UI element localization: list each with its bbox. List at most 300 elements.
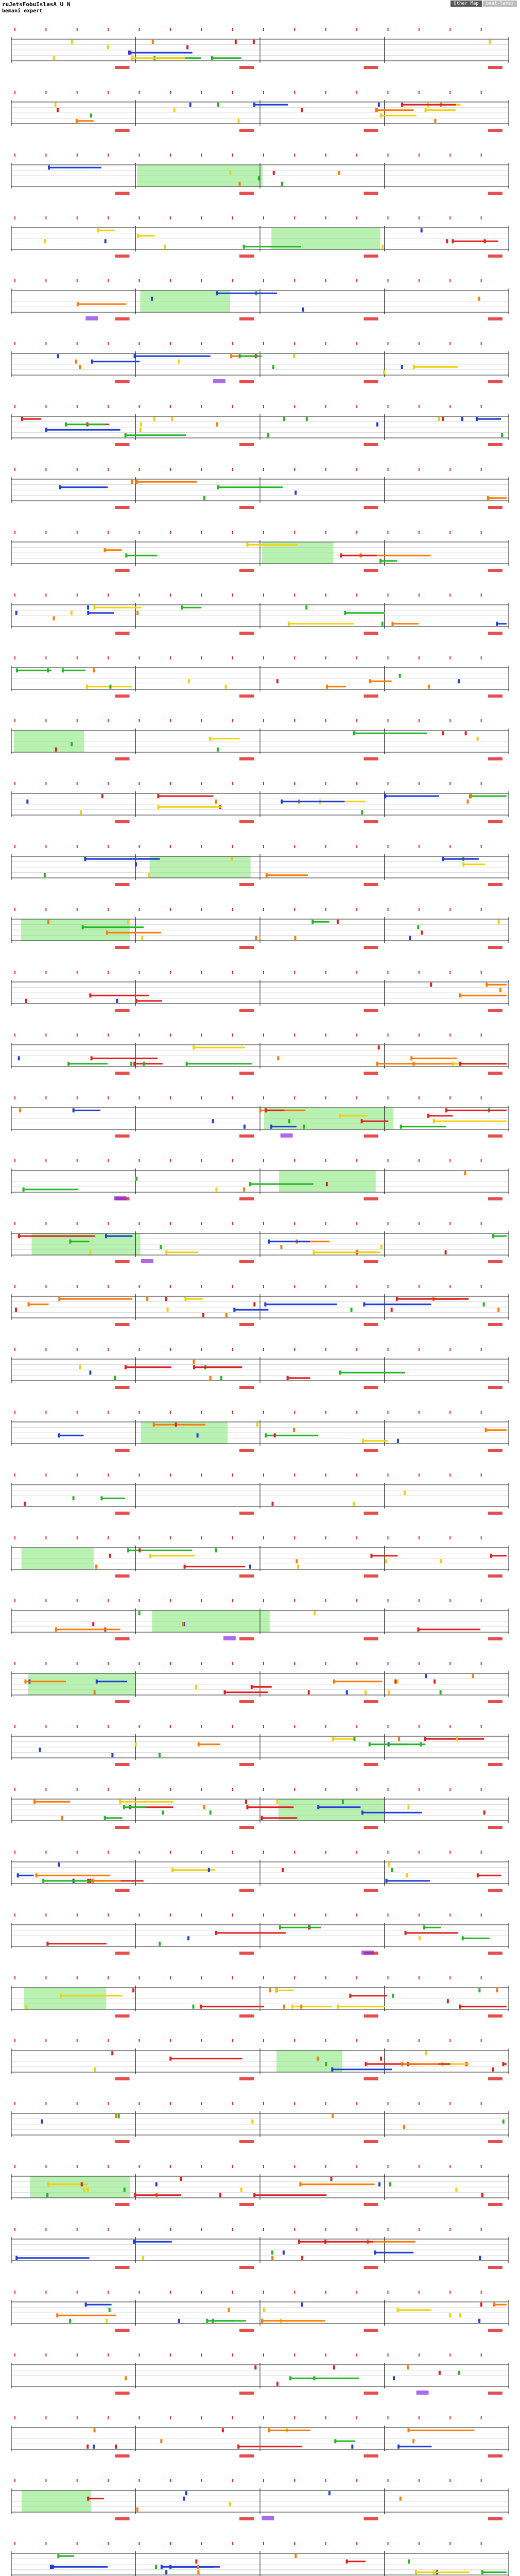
note <box>313 1250 315 1255</box>
beat-marker <box>232 28 233 31</box>
beat-marker <box>294 594 295 597</box>
beat-marker <box>481 1725 482 1728</box>
beat-marker <box>263 656 264 659</box>
note <box>434 1680 436 1684</box>
measure-number <box>364 694 378 698</box>
note <box>294 936 296 940</box>
note <box>151 297 153 301</box>
hold-note <box>247 544 298 546</box>
beat-marker <box>263 2165 264 2168</box>
note <box>421 930 423 935</box>
beat-marker <box>45 1411 46 1414</box>
beat-marker <box>201 1913 202 1917</box>
measure-number <box>488 255 502 258</box>
note <box>273 171 275 175</box>
beat-marker <box>170 1536 171 1539</box>
note <box>104 1816 106 1820</box>
hold-note <box>486 1429 507 1431</box>
beat-marker <box>325 2228 326 2231</box>
beat-marker <box>170 28 171 31</box>
note <box>15 2256 18 2260</box>
measure-number <box>488 1323 502 1326</box>
note <box>210 1810 212 1815</box>
bpm-marker <box>85 316 98 320</box>
beat-marker <box>388 971 389 974</box>
beat-marker <box>14 2353 15 2357</box>
beat-marker <box>388 405 389 408</box>
beat-marker <box>170 2102 171 2105</box>
beat-marker <box>108 1913 109 1917</box>
beat-marker <box>14 91 15 94</box>
beat-marker <box>419 1285 420 1288</box>
beat-marker <box>232 656 233 659</box>
beat-marker <box>263 154 264 157</box>
note <box>253 1302 255 1307</box>
beat-marker <box>481 2039 482 2042</box>
note <box>119 1800 121 1804</box>
note <box>174 108 176 112</box>
beat-marker <box>201 1536 202 1539</box>
note <box>268 1240 270 1244</box>
beat-marker <box>481 1788 482 1791</box>
beat-marker <box>77 1976 78 1979</box>
measure-number <box>115 1386 130 1389</box>
bpm-marker <box>213 379 226 383</box>
note <box>481 2570 483 2574</box>
measure-number <box>239 443 254 446</box>
note <box>342 1800 344 1804</box>
beat-marker <box>294 2353 295 2357</box>
measure-number <box>115 632 130 635</box>
note <box>400 1125 402 1129</box>
note <box>497 1308 499 1312</box>
note <box>148 873 150 877</box>
note <box>251 1685 253 1689</box>
measure-number <box>239 1763 254 1766</box>
note <box>259 1108 262 1112</box>
note <box>442 417 444 421</box>
hold-note <box>463 1938 490 1939</box>
note <box>399 674 401 678</box>
measure-number <box>488 2140 502 2143</box>
beat-marker <box>201 154 202 157</box>
beat-marker <box>325 1851 326 1854</box>
hold-note <box>397 2309 430 2311</box>
note <box>125 433 127 437</box>
note <box>268 2428 270 2432</box>
note <box>237 2445 239 2449</box>
note <box>445 1250 447 1255</box>
measure-number <box>488 2454 502 2458</box>
measure-number <box>488 1260 502 1263</box>
beat-marker <box>45 1851 46 1854</box>
measure-number <box>364 1763 378 1766</box>
beat-marker <box>170 1285 171 1288</box>
measure-number <box>239 1574 254 1578</box>
beat-marker <box>263 1096 264 1099</box>
beat-marker <box>139 782 140 785</box>
note <box>254 2365 256 2369</box>
measure-number <box>239 1826 254 1829</box>
note <box>203 1805 205 1809</box>
measure-number <box>364 1512 378 1515</box>
note <box>193 2005 195 2009</box>
hold-note <box>128 1550 192 1551</box>
note <box>94 1690 96 1694</box>
beat-marker <box>325 342 326 345</box>
beat-marker <box>45 405 46 408</box>
beat-marker <box>108 1788 109 1791</box>
note <box>499 988 501 992</box>
beat-marker <box>294 342 295 345</box>
beat-marker <box>419 1976 420 1979</box>
note <box>277 1056 279 1060</box>
note <box>461 417 463 421</box>
beat-marker <box>388 1285 389 1288</box>
beat-marker <box>419 1159 420 1162</box>
beat-marker <box>14 2479 15 2482</box>
measure-number <box>364 1637 378 1640</box>
measure-number <box>115 1072 130 1075</box>
note <box>428 685 430 689</box>
note <box>111 1753 113 1757</box>
beat-marker <box>139 2416 140 2419</box>
note <box>222 2428 224 2432</box>
beat-marker <box>325 2542 326 2545</box>
beat-marker <box>170 1096 171 1099</box>
beat-marker <box>294 1788 295 1791</box>
beat-marker <box>449 1285 450 1288</box>
measure-number <box>364 883 378 886</box>
beat-marker <box>108 279 109 282</box>
note <box>135 1742 137 1747</box>
note <box>193 1365 195 1369</box>
beat-marker <box>170 908 171 911</box>
note <box>146 1297 148 1301</box>
beat-marker <box>449 782 450 785</box>
note <box>109 1554 111 1558</box>
note <box>502 2062 505 2066</box>
beat-marker <box>449 2165 450 2168</box>
beat-marker <box>45 656 46 659</box>
beat-marker <box>325 1285 326 1288</box>
beat-marker <box>139 908 140 911</box>
header-badges <box>450 1 517 7</box>
beat-marker <box>45 1285 46 1288</box>
beat-marker <box>294 1348 295 1351</box>
hold-note <box>57 2315 116 2316</box>
beat-marker <box>356 1159 357 1162</box>
beat-marker <box>201 1599 202 1602</box>
note <box>136 611 138 615</box>
note <box>180 2177 182 2181</box>
note <box>77 302 79 306</box>
beat-marker <box>481 782 482 785</box>
beat-marker <box>14 594 15 597</box>
hold-note <box>252 1686 272 1688</box>
hold-note <box>416 2571 470 2573</box>
beat-marker <box>419 91 420 94</box>
note <box>496 1988 498 1992</box>
note <box>239 354 241 358</box>
beat-marker <box>294 719 295 722</box>
note <box>39 1748 41 1752</box>
note <box>181 605 183 609</box>
beat-marker <box>108 656 109 659</box>
beat-marker <box>232 971 233 974</box>
beat-marker <box>232 1599 233 1602</box>
note <box>111 2051 113 2055</box>
beat-marker <box>139 1976 140 1979</box>
beat-marker <box>139 1159 140 1162</box>
note <box>417 1628 419 1632</box>
beat-marker <box>14 28 15 31</box>
note <box>271 2250 273 2255</box>
note <box>89 1370 91 1375</box>
hold-note <box>292 2006 332 2007</box>
measure-number <box>239 506 254 509</box>
note <box>296 1559 298 1563</box>
beat-marker <box>388 216 389 219</box>
beat-marker <box>232 908 233 911</box>
beat-marker <box>139 91 140 94</box>
beat-marker <box>419 279 420 282</box>
note <box>378 1045 380 1049</box>
measure-number <box>364 192 378 195</box>
beat-marker <box>325 845 326 848</box>
note <box>73 1496 75 1500</box>
beat-marker <box>263 971 264 974</box>
measure-number <box>115 2203 130 2206</box>
badge-other-map[interactable]: Other Map <box>450 1 482 7</box>
note <box>492 2067 494 2072</box>
beat-marker <box>388 782 389 785</box>
beat-marker <box>108 719 109 722</box>
measure-number <box>115 129 130 132</box>
beat-marker <box>325 2291 326 2294</box>
beat-marker <box>419 2542 420 2545</box>
beat-marker <box>325 468 326 471</box>
beat-marker <box>356 1788 357 1791</box>
note <box>165 1250 167 1255</box>
measure-number <box>239 380 254 383</box>
page-title: ruJetsFobuIslasA U N <box>2 1 71 8</box>
note <box>187 1936 189 1940</box>
note <box>93 668 95 672</box>
beat-marker <box>294 1473 295 1477</box>
beat-marker <box>170 531 171 534</box>
note <box>107 45 109 49</box>
note <box>333 1680 335 1684</box>
beat-marker <box>170 1976 171 1979</box>
beat-marker <box>201 845 202 848</box>
beat-marker <box>45 1473 46 1477</box>
beat-marker <box>388 1411 389 1414</box>
note <box>389 2182 391 2187</box>
beat-marker <box>356 2542 357 2545</box>
note <box>24 1502 26 1506</box>
beat-marker <box>481 719 482 722</box>
hold-note <box>463 863 485 865</box>
note <box>216 422 218 427</box>
measure-number <box>115 1323 130 1326</box>
beat-marker <box>77 2416 78 2419</box>
hold-note <box>408 2430 474 2431</box>
hold-note <box>380 560 397 562</box>
beat-marker <box>481 1913 482 1917</box>
measure-number <box>364 1826 378 1829</box>
beat-marker <box>356 1411 357 1414</box>
badge-beat-lanes[interactable]: beat-lanes <box>483 1 517 7</box>
beat-marker <box>108 28 109 31</box>
beat-marker <box>232 2165 233 2168</box>
beat-marker <box>419 2479 420 2482</box>
note <box>165 1297 167 1301</box>
beat-marker <box>263 1473 264 1477</box>
beat-marker <box>294 405 295 408</box>
measure-number <box>364 1072 378 1075</box>
hold-note <box>381 115 417 116</box>
beat-marker <box>45 1913 46 1917</box>
beat-marker <box>294 1913 295 1917</box>
hold-note <box>453 241 498 242</box>
beat-marker <box>294 908 295 911</box>
hold-note <box>290 2378 359 2379</box>
note <box>261 2319 263 2323</box>
measure-number <box>239 2203 254 2206</box>
note <box>69 2319 71 2323</box>
beat-marker <box>45 2039 46 2042</box>
measure-number <box>239 1512 254 1515</box>
note <box>206 2319 208 2323</box>
note <box>272 365 274 369</box>
beat-marker <box>108 2353 109 2357</box>
beat-marker <box>449 1411 450 1414</box>
hold-note <box>106 1235 132 1237</box>
measure-number <box>239 1386 254 1389</box>
note <box>302 308 304 312</box>
beat-marker <box>325 405 326 408</box>
beat-marker <box>388 1913 389 1917</box>
beat-marker <box>449 279 450 282</box>
beat-marker <box>388 531 389 534</box>
note <box>237 119 239 123</box>
beat-marker <box>108 1725 109 1728</box>
hold-note <box>488 497 507 499</box>
beat-marker <box>294 2479 295 2482</box>
beat-marker <box>263 91 264 94</box>
note <box>274 1433 276 1437</box>
measure-number <box>239 2014 254 2018</box>
beat-marker <box>481 1096 482 1099</box>
beat-marker <box>449 908 450 911</box>
beat-marker <box>45 1599 46 1602</box>
measure-number <box>239 1134 254 1138</box>
beat-marker <box>139 342 140 345</box>
note <box>361 1119 363 1123</box>
note <box>480 2302 482 2307</box>
hold-note <box>327 686 346 687</box>
note <box>404 1491 406 1495</box>
measure-number <box>115 820 130 823</box>
note <box>317 2057 319 2061</box>
note <box>349 1994 351 1998</box>
measure-number <box>364 443 378 446</box>
beat-marker <box>481 845 482 848</box>
beat-marker <box>356 2102 357 2105</box>
note <box>141 936 143 940</box>
note <box>25 999 27 1003</box>
beat-marker <box>388 279 389 282</box>
beat-marker <box>325 1725 326 1728</box>
note <box>96 1680 98 1684</box>
note <box>459 2313 461 2317</box>
measure-number <box>239 1197 254 1200</box>
note <box>164 245 166 249</box>
beat-marker <box>356 1348 357 1351</box>
beat-marker <box>14 342 15 345</box>
note <box>493 2302 495 2307</box>
beat-marker <box>77 28 78 31</box>
hold-note <box>182 607 201 608</box>
beat-marker <box>14 1536 15 1539</box>
hold-note <box>413 1063 458 1064</box>
beat-marker <box>356 2416 357 2419</box>
measure-number <box>364 2014 378 2018</box>
note <box>162 1810 164 1815</box>
note <box>109 2308 111 2312</box>
note <box>87 2497 89 2501</box>
note <box>442 731 444 735</box>
beat-marker <box>45 2102 46 2105</box>
note <box>91 360 93 364</box>
beat-marker <box>325 91 326 94</box>
beat-marker <box>356 1473 357 1477</box>
measure-number <box>488 66 502 69</box>
beat-marker <box>170 1599 171 1602</box>
hold-note <box>159 806 222 808</box>
hold-note <box>234 1309 268 1311</box>
note <box>401 365 403 369</box>
note <box>87 611 89 615</box>
beat-marker <box>170 2353 171 2357</box>
hold-note <box>105 549 122 551</box>
measure-number <box>488 820 502 823</box>
note <box>131 56 133 60</box>
note <box>17 1873 19 1877</box>
hold-note <box>59 1298 132 1300</box>
note <box>57 2554 59 2558</box>
measure-number <box>115 1763 130 1766</box>
beat-marker <box>14 2228 15 2231</box>
beat-marker <box>77 719 78 722</box>
beat-marker <box>419 216 420 219</box>
hold-note <box>19 1235 95 1237</box>
beat-marker <box>449 2479 450 2482</box>
note <box>400 2497 402 2501</box>
beat-marker <box>263 2479 264 2482</box>
measure-number <box>364 1323 378 1326</box>
note <box>394 1680 396 1684</box>
note <box>197 2570 199 2574</box>
beat-marker <box>139 2039 140 2042</box>
note <box>308 1690 310 1694</box>
beat-marker <box>77 1348 78 1351</box>
beat-marker <box>294 154 295 157</box>
measure-number <box>364 2517 378 2520</box>
beat-marker <box>108 154 109 157</box>
note <box>253 103 255 107</box>
